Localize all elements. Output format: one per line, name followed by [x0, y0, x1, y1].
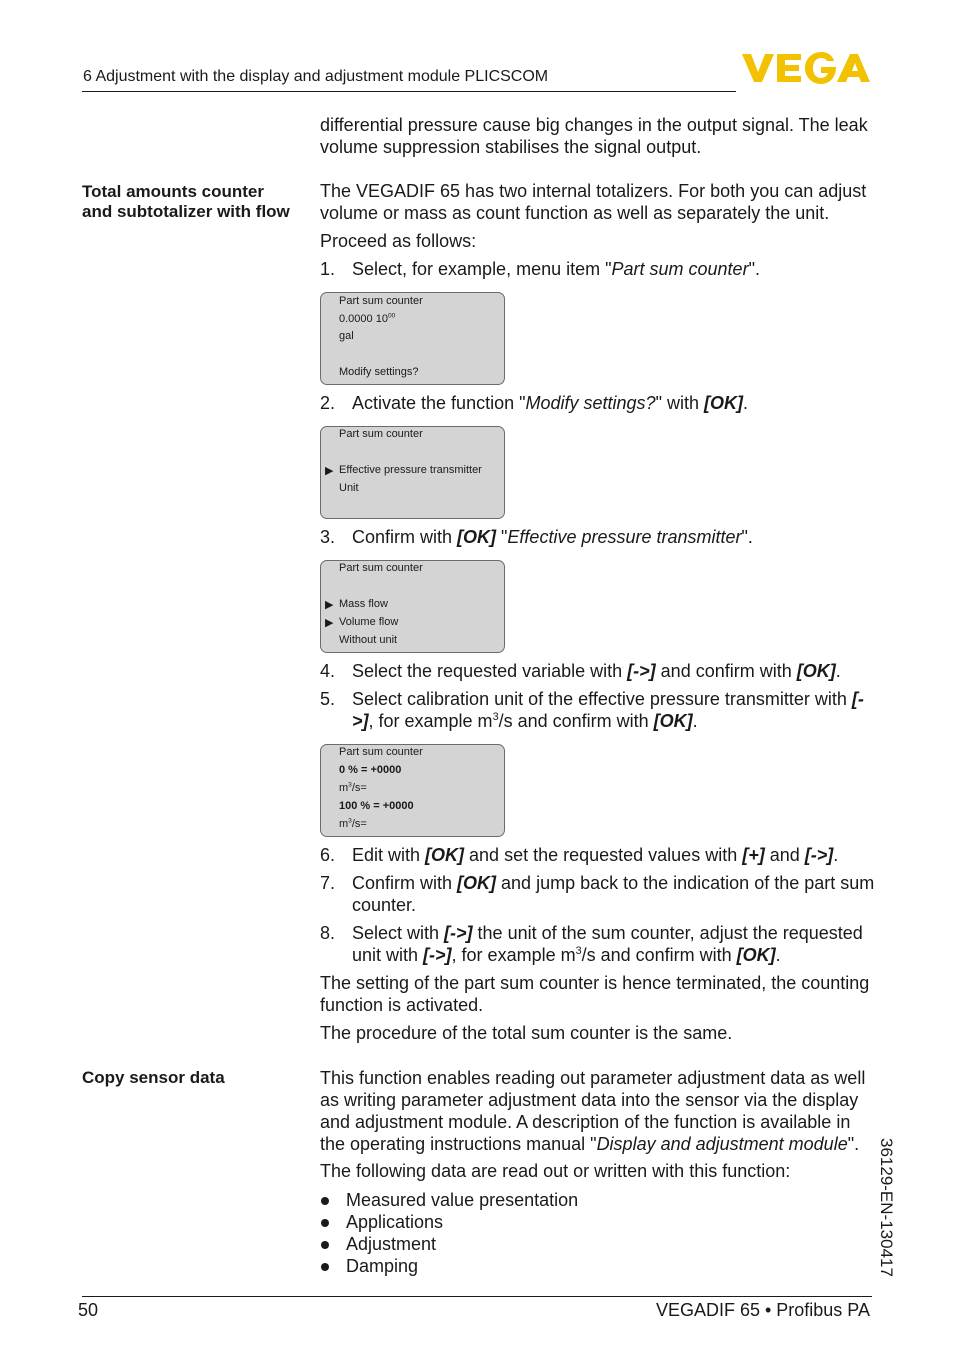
step-number: 4.	[320, 661, 336, 681]
lcd-line: Modify settings?	[339, 366, 419, 378]
lcd-line: Unit	[339, 482, 359, 494]
step-number: 1.	[320, 259, 336, 279]
step-3	[320, 526, 880, 548]
copy-data-list	[320, 1189, 578, 1277]
lcd-line: Part sum counter	[339, 295, 423, 307]
lcd-display-2	[320, 426, 505, 519]
lcd-line: Part sum counter	[339, 746, 423, 758]
step-text: Select calibration unit of the effective pressure transmitter with [->], for example $m^3/s$ and confirm with [OK].	[352, 689, 864, 731]
lcd-line: $m^3/s=$	[339, 781, 367, 794]
step-number: 5.	[320, 689, 336, 709]
step-number: 8.	[320, 923, 336, 943]
section-heading-line-1: Total amounts counter	[82, 182, 264, 201]
step-number: 6.	[320, 845, 336, 865]
lcd-line: 100 % = +0000	[339, 800, 414, 812]
lcd-line: Effective pressure transmitter	[339, 464, 482, 476]
list-item: Adjustment	[320, 1233, 578, 1255]
lcd-line: Without unit	[339, 634, 398, 646]
selection-arrow-icon: ▶	[325, 617, 334, 629]
copy-paragraph-1: This function enables reading out parameter adjustment data as well as writing parameter adjustment data into the sensor via the display and adjustment module. A description of the function is available in the operating instructions manual "Display and adjustment module".	[320, 1068, 866, 1154]
step-text: Select with [->] the unit of the sum counter, adjust the requested unit with [->], for example $m^3/s$ and confirm with [OK].	[352, 923, 863, 965]
step-6	[320, 844, 880, 866]
totals-paragraph-3: The setting of the part sum counter is hence terminated, the counting function is activated.	[320, 973, 870, 1015]
step-text: Confirm with [OK] and jump back to the indication of the part sum counter.	[352, 873, 875, 915]
lcd-line: Part sum counter	[339, 428, 423, 440]
step-number: 7.	[320, 873, 336, 893]
step-text: Select, for example, menu item "Part sum counter".	[352, 259, 760, 279]
lcd-display-4	[320, 744, 505, 837]
lcd-display-3	[320, 560, 505, 653]
lcd-line: Volume flow	[339, 616, 399, 628]
page-number: 50	[78, 1300, 99, 1320]
step-8	[320, 922, 880, 966]
step-number: 3.	[320, 527, 336, 547]
section-heading-copy: Copy sensor data	[82, 1068, 225, 1087]
footer-product: VEGADIF 65 • Profibus PA	[655, 1300, 870, 1320]
section-heading-line-2: and subtotalizer with flow	[82, 202, 290, 221]
selection-arrow-icon: ▶	[325, 599, 334, 611]
totals-paragraph-4: The procedure of the total sum counter is the same.	[320, 1023, 733, 1043]
lcd-line: Mass flow	[339, 598, 388, 610]
list-item: Applications	[320, 1211, 578, 1233]
list-item: Measured value presentation	[320, 1189, 578, 1211]
step-1	[320, 258, 880, 280]
vega-logo	[742, 52, 874, 84]
lcd-line: Part sum counter	[339, 562, 423, 574]
lcd-line: 0 % = +0000	[339, 764, 402, 776]
step-text: Confirm with [OK] "Effective pressure transmitter".	[352, 527, 753, 547]
totals-paragraph-1: The VEGADIF 65 has two internal totalizers. For both you can adjust volume or mass as count function as well as separately the unit.	[320, 181, 867, 223]
footer-rule	[82, 1296, 872, 1297]
step-text: Select the requested variable with [->] and confirm with [OK].	[352, 661, 841, 681]
list-item: Damping	[320, 1255, 578, 1277]
selection-arrow-icon: ▶	[325, 465, 334, 477]
document-code: 36129-EN-130417	[877, 1138, 896, 1277]
lcd-line: gal	[339, 330, 354, 342]
step-text: Edit with [OK] and set the requested values with [+] and [->].	[352, 845, 839, 865]
intro-paragraph: differential pressure cause big changes in the output signal. The leak volume suppression stabilises the signal output.	[320, 115, 868, 157]
totals-paragraph-2: Proceed as follows:	[320, 231, 477, 251]
lcd-display-1	[320, 292, 505, 385]
copy-paragraph-2: The following data are read out or written with this function:	[320, 1161, 791, 1181]
step-4	[320, 660, 880, 682]
header-rule	[82, 91, 736, 92]
step-7	[320, 872, 880, 916]
lcd-line: 0.0000 $10^{00}$	[339, 312, 396, 325]
step-number: 2.	[320, 393, 336, 413]
lcd-line: $m^3/s=$	[339, 817, 367, 830]
running-header: 6 Adjustment with the display and adjustment module PLICSCOM	[83, 68, 549, 85]
section-heading-totals	[82, 182, 290, 222]
step-text: Activate the function "Modify settings?" with [OK].	[352, 393, 748, 413]
step-2	[320, 392, 880, 414]
step-5	[320, 688, 880, 732]
